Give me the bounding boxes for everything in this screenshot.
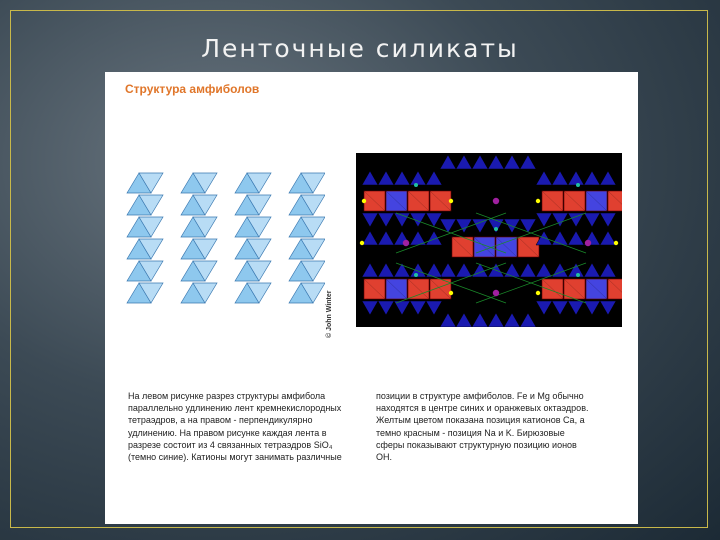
cation-ca xyxy=(362,199,366,203)
oh-site xyxy=(576,183,580,187)
tetrahedron-dark xyxy=(410,263,426,277)
tetrahedron-dark xyxy=(378,263,394,277)
oh-site xyxy=(576,273,580,277)
tetrahedron-dark xyxy=(362,231,378,245)
oh-site xyxy=(494,227,498,231)
tetrahedron-dark xyxy=(426,301,442,315)
tetrahedron-dark xyxy=(584,213,600,227)
caption-left: На левом рисунке разрез структуры амфибола параллельно удлинению лент кремнекислородных тетраэдров, а на правом - перпендикулярно удлинению. На правом рисунке каждая лента в разрезе состоит из 4 связанных тетраэдров SiO₄ (темно синие). Катионы могут занимать различные xyxy=(128,391,342,463)
cation-ca xyxy=(614,241,618,245)
tetrahedron-dark xyxy=(426,231,442,245)
tetrahedron-dark xyxy=(362,171,378,185)
tetrahedron-dark xyxy=(584,301,600,315)
tetrahedron-dark xyxy=(440,313,456,327)
tetrahedron-dark xyxy=(600,171,616,185)
tetrahedron-dark xyxy=(472,313,488,327)
oh-site xyxy=(414,183,418,187)
tetrahedron-dark xyxy=(488,155,504,169)
tetrahedron-dark xyxy=(536,301,552,315)
tetrahedron-dark xyxy=(520,313,536,327)
octahedron xyxy=(608,191,622,211)
tetrahedron-dark xyxy=(440,155,456,169)
tetrahedron-dark xyxy=(410,301,426,315)
tetrahedron-dark xyxy=(600,301,616,315)
tetrahedron-dark xyxy=(456,155,472,169)
tetrahedron-dark xyxy=(568,171,584,185)
cross-section-svg xyxy=(356,153,622,327)
cation-ca xyxy=(360,241,364,245)
tetrahedron-dark xyxy=(584,263,600,277)
tetrahedron-dark xyxy=(600,263,616,277)
cation-na-k xyxy=(403,240,409,246)
tetrahedron-dark xyxy=(440,263,456,277)
tetrahedron-dark xyxy=(568,301,584,315)
amphibole-cross-section-diagram xyxy=(356,153,622,327)
cation-ca xyxy=(449,291,453,295)
octahedron xyxy=(608,279,622,299)
tetrahedron-dark xyxy=(536,171,552,185)
tetrahedron-dark xyxy=(472,155,488,169)
tetrahedron-dark xyxy=(440,219,456,233)
cation-na-k xyxy=(493,290,499,296)
tetrahedron-dark xyxy=(394,171,410,185)
tetrahedron-dark xyxy=(378,301,394,315)
tetrahedron-dark xyxy=(520,219,536,233)
tetrahedron-dark xyxy=(536,213,552,227)
tetrahedron-dark xyxy=(504,263,520,277)
tetrahedron-dark xyxy=(552,171,568,185)
slide-title: Ленточные силикаты xyxy=(201,34,519,63)
tetrahedron-dark xyxy=(456,313,472,327)
tetrahedron-dark xyxy=(362,263,378,277)
tetrahedron-dark xyxy=(426,171,442,185)
caption-right: позиции в структуре амфиболов. Fe и Mg обычно находятся в центре синих и оранжевых октаэдров. Желтым цветом показана позиция катионов Ca, а темно красным - позиция Na и K. Бирюзовые сферы показывают структурную позицию ионов OH. xyxy=(376,391,589,463)
cation-na-k xyxy=(585,240,591,246)
tetrahedron-dark xyxy=(600,213,616,227)
figure-heading: Структура амфиболов xyxy=(125,82,260,96)
tetrahedron-dark xyxy=(568,263,584,277)
tetrahedron-dark xyxy=(410,213,426,227)
tetrahedron-dark xyxy=(472,219,488,233)
tetrahedron-dark xyxy=(568,231,584,245)
cation-ca xyxy=(449,199,453,203)
tetrahedron-dark xyxy=(378,231,394,245)
tetrahedron-dark xyxy=(504,313,520,327)
oh-site xyxy=(414,273,418,277)
tetrahedron-dark xyxy=(552,301,568,315)
tetrahedron-dark xyxy=(600,231,616,245)
figure-sheet xyxy=(105,72,638,524)
tetrahedron-dark xyxy=(378,213,394,227)
tetrahedron-dark xyxy=(520,263,536,277)
tetrahedron-dark xyxy=(520,155,536,169)
tetrahedron-dark xyxy=(584,171,600,185)
tetrahedron-dark xyxy=(552,231,568,245)
cation-ca xyxy=(536,199,540,203)
figure-credit: © John Winter xyxy=(326,290,333,338)
tetrahedron-dark xyxy=(410,171,426,185)
tetrahedron-dark xyxy=(568,213,584,227)
tetrahedron-dark xyxy=(488,313,504,327)
tetrahedron-dark xyxy=(456,263,472,277)
amphibole-chain-diagram xyxy=(115,167,325,307)
tetrahedron-dark xyxy=(362,213,378,227)
cation-na-k xyxy=(493,198,499,204)
cation-ca xyxy=(536,291,540,295)
tetrahedron-dark xyxy=(378,171,394,185)
tetrahedron-dark xyxy=(536,263,552,277)
tetrahedron-dark xyxy=(362,301,378,315)
tetrahedron-dark xyxy=(504,155,520,169)
